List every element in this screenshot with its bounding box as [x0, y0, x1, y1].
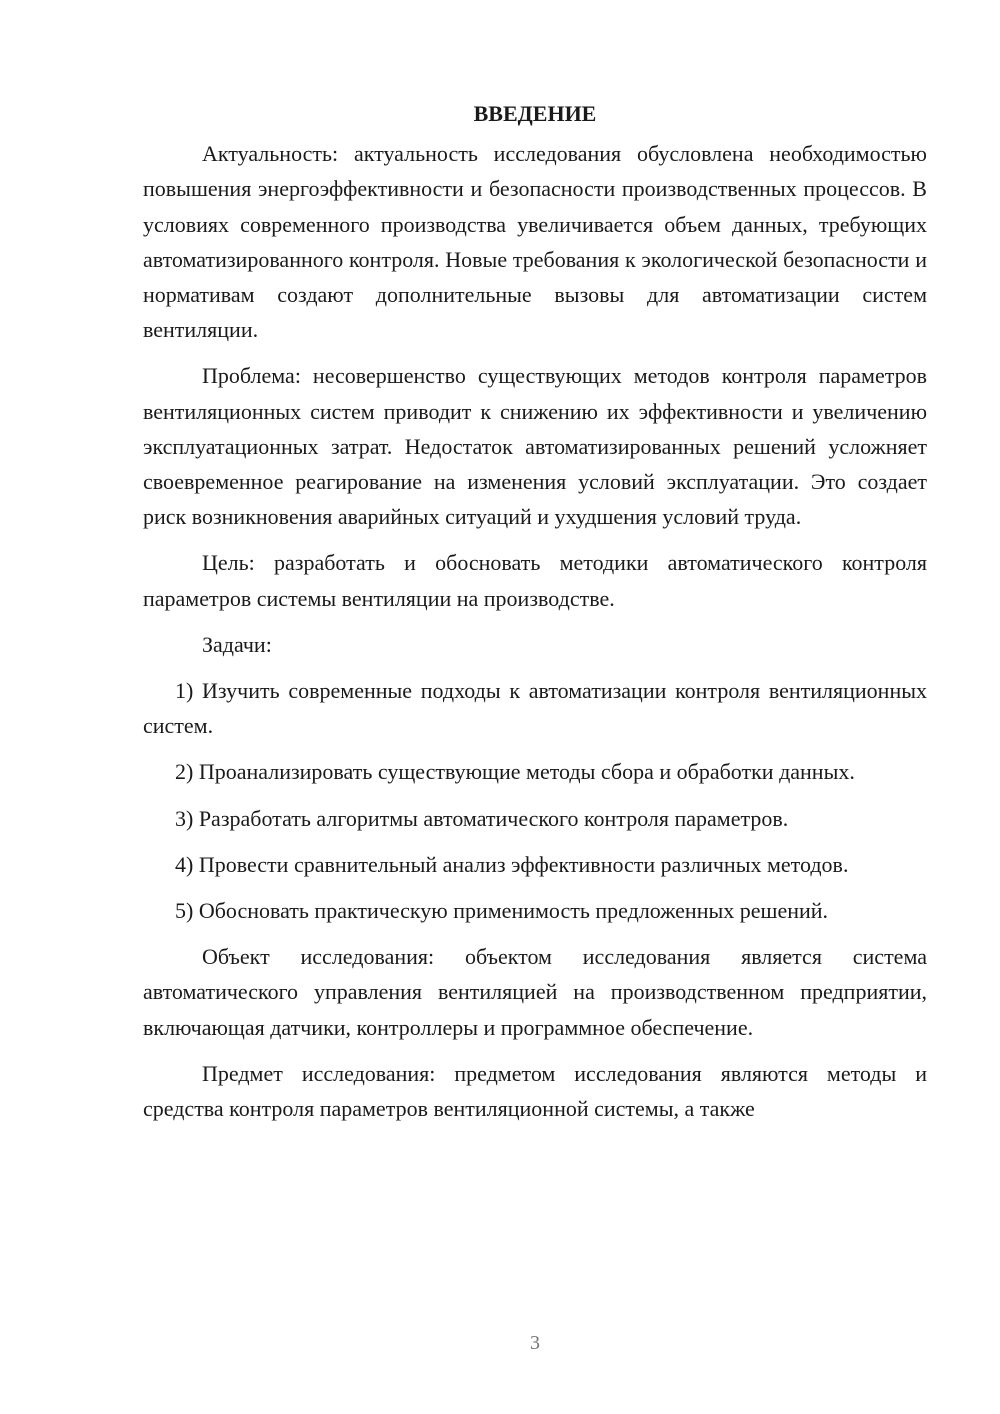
- paragraph-goal: Цель: разработать и обосновать методики автоматического контроля параметров системы вентиляции на производстве.: [143, 550, 927, 611]
- paragraph-problem: Проблема: несовершенство существующих методов контроля параметров вентиляционных систем приводит к снижению их эффективности и увеличению эксплуатационных затрат. Недостаток автоматизированных решений усложняет своевременное реагирование на изменения условий эксплуатации. Это создает риск возникновения аварийных ситуаций и ухудшения условий труда.: [143, 363, 927, 530]
- list-item: 2) Проанализировать существующие методы сбора и обработки данных.: [175, 759, 855, 785]
- paragraph-subject: Предмет исследования: предметом исследования являются методы и средства контроля параметров вентиляционной системы, а также: [143, 1060, 927, 1122]
- list-item: 3) Разработать алгоритмы автоматического контроля параметров.: [175, 805, 789, 831]
- paragraph-object: Объект исследования: объектом исследования является система автоматического управления вентиляцией на производственном предприятии, включающая датчики, контроллеры и программное обеспечение.: [143, 944, 927, 1040]
- list-item: 4) Провести сравнительный анализ эффективности различных методов.: [175, 851, 849, 877]
- document-body: [143, 96, 927, 1137]
- list-item: 5) Обосновать практическую применимость предложенных решений.: [175, 898, 829, 924]
- paragraph-relevance: Актуальность: актуальность исследования обусловлена необходимостью повышения энергоэффективности и безопасности производственных процессов. В условиях современного производства увеличивается объем данных, требующих автоматизированного контроля. Новые требования к экологической безопасности и нормативам создают дополнительные вызовы для автоматизации систем вентиляции.: [143, 141, 927, 343]
- list-item: 1) Изучить современные подходы к автоматизации контроля вентиляционных систем.: [143, 678, 927, 739]
- tasks-heading: Задачи:: [202, 631, 272, 657]
- page-title: ВВЕДЕНИЕ: [473, 101, 597, 126]
- page-number: 3: [530, 1332, 540, 1354]
